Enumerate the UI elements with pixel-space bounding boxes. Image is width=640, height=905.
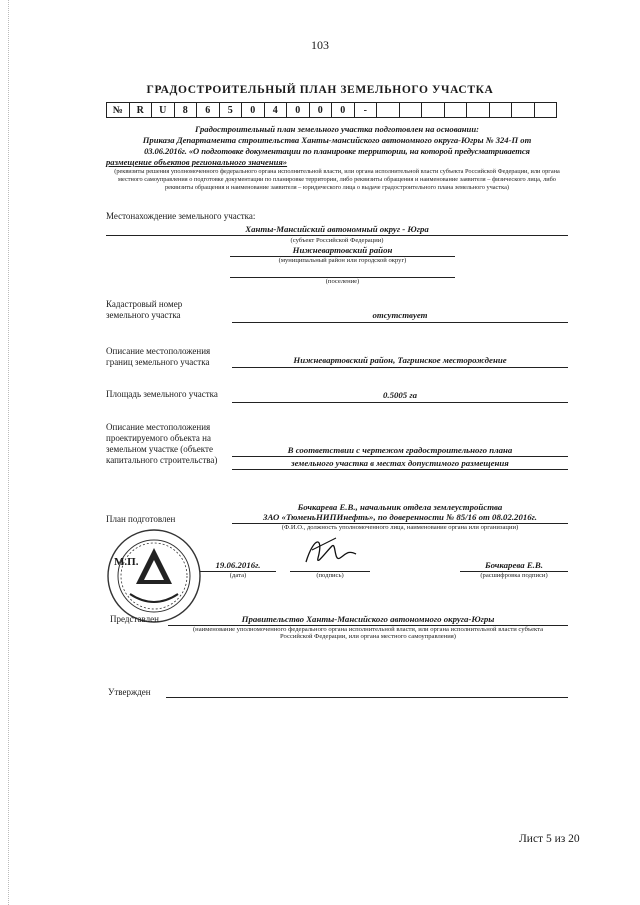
area-label: Площадь земельного участка: [106, 389, 218, 399]
prepared-author-block: [232, 502, 568, 531]
plan-number-cell: [377, 103, 400, 118]
cadastral-label-line-1: Кадастровый номер: [106, 299, 183, 309]
area-value: 0.5005 га: [382, 390, 418, 400]
plan-number-cell: 4: [264, 103, 287, 118]
plan-number-grid: [106, 102, 557, 118]
submitted-block: [168, 614, 568, 640]
basis-line-3: размещение объектов регионального значения»: [106, 157, 288, 167]
object-label: [106, 422, 217, 466]
plan-number-cell: 5: [219, 103, 242, 118]
sheet-number: Лист 5 из 20: [519, 833, 580, 845]
boundaries-label: [106, 346, 210, 368]
object-label-line-2: проектируемого объекта на: [106, 433, 211, 443]
object-label-line-1: Описание местоположения: [106, 422, 211, 432]
prepared-date: 19.06.2016г.: [200, 560, 276, 572]
date-block: [200, 560, 276, 579]
prepared-label: План подготовлен: [106, 514, 176, 524]
object-value-2: земельного участка в местах допустимого размещения: [232, 458, 568, 470]
object-label-line-3: земельном участке (объекте: [106, 444, 213, 454]
page-number: 103: [311, 38, 329, 52]
basis-line-2: 03.06.2016г. «О подготовке документации по планировке территории, на которой предусматривается: [144, 146, 530, 156]
plan-number-cell: [444, 103, 467, 118]
plan-number-cell: 0: [332, 103, 355, 118]
cadastral-line: [232, 310, 568, 323]
plan-number-cell: №: [107, 103, 130, 118]
approved-line: [166, 686, 568, 698]
cadastral-value: отсутствует: [372, 310, 428, 320]
subject-line: [106, 224, 568, 236]
plan-number-cell: [422, 103, 445, 118]
cadastral-label: [106, 299, 182, 321]
submitted-caption-2: Российской Федерации, или органа местного самоуправления): [279, 633, 457, 640]
date-caption: (дата): [229, 572, 247, 579]
signature-block: [290, 560, 370, 579]
plan-number-cell: 0: [287, 103, 310, 118]
basis-caption: (реквизиты решения уполномоченного федерального органа исполнительной власти, или органа исполнительной власти субъекта Российской Федерации, или органа местного самоуправления о подготовке документации по планировке территории, либо реквизиты обращения и наименование заявителя – физического лица, либо реквизиты обращения и наименование заявителя – юридического лица о выдаче градостроительного плана земельного участка): [114, 168, 560, 191]
plan-number-cell: -: [354, 103, 377, 118]
prepared-author-2: ЗАО «ТюменьНИПИнефть», по доверенности № 85/16 от 08.02.2016г.: [232, 512, 568, 524]
settlement-line: [230, 266, 455, 278]
cadastral-label-line-2: земельного участка: [106, 310, 181, 320]
document-title: ГРАДОСТРОИТЕЛЬНЫЙ ПЛАН ЗЕМЕЛЬНОГО УЧАСТКА: [146, 84, 494, 96]
subject-value: Ханты-Мансийский автономный округ - Югра: [245, 224, 429, 234]
approved-label: Утвержден: [108, 687, 151, 697]
submitted-label: Представлен: [110, 614, 159, 624]
plan-number-cell: [512, 103, 535, 118]
plan-number-cell: 6: [197, 103, 220, 118]
plan-number-cell: [399, 103, 422, 118]
signature-line: [290, 560, 370, 572]
prepared-author-1: Бочкарева Е.В., начальник отдела землеустройства: [297, 502, 503, 512]
plan-number-cell: 8: [174, 103, 197, 118]
boundaries-line: [232, 355, 568, 368]
subject-caption: (субъект Российской Федерации): [290, 237, 384, 244]
settlement-caption: (поселение): [325, 278, 360, 285]
object-value-block: [232, 445, 568, 470]
location-label: Местонахождение земельного участка:: [106, 211, 256, 221]
plan-number-cell: [489, 103, 512, 118]
district-caption: (муниципальный район или городской округ): [278, 257, 407, 264]
signature-caption: (подпись): [316, 572, 344, 579]
boundaries-label-line-1: Описание местоположения: [106, 346, 211, 356]
submitted-caption-1: (наименование уполномоченного федерального органа исполнительной власти, или органа исполнительной власти субъекта: [192, 626, 544, 633]
decoding-caption: (расшифровка подписи): [480, 572, 548, 579]
plan-number-cell: U: [152, 103, 175, 118]
basis-line-1: Приказа Департамента строительства Ханты-мансийского автономного округа-Югры № 324-П от: [142, 135, 532, 145]
district-value: Нижневартовский район: [292, 245, 393, 255]
boundaries-label-line-2: границ земельного участка: [106, 357, 210, 367]
basis-section: [106, 124, 568, 168]
district-line: [230, 245, 455, 257]
basis-heading: Градостроительный план земельного участка подготовлен на основании:: [195, 124, 479, 134]
boundaries-value: Нижневартовский район, Тагринское месторождение: [293, 355, 507, 365]
plan-number-cell: [534, 103, 557, 118]
area-line: [232, 390, 568, 403]
prepared-author-caption: (Ф.И.О., должность уполномоченного лица, наименование органа или организации): [281, 524, 519, 531]
plan-number-cell: R: [129, 103, 152, 118]
object-label-line-4: капитального строительства): [106, 455, 218, 465]
plan-number-cell: 0: [309, 103, 332, 118]
plan-number-cell: [467, 103, 490, 118]
decoding-value: Бочкарева Е.В.: [460, 560, 568, 572]
submitted-value: Правительство Ханты-Мансийского автономного округа-Югры: [168, 614, 568, 626]
decoding-block: [460, 560, 568, 579]
binding-margin-line: [8, 0, 9, 905]
plan-number-cell: 0: [242, 103, 265, 118]
object-value-1: В соответствии с чертежом градостроительного плана: [232, 445, 568, 457]
mp-label: М.П.: [114, 556, 139, 568]
